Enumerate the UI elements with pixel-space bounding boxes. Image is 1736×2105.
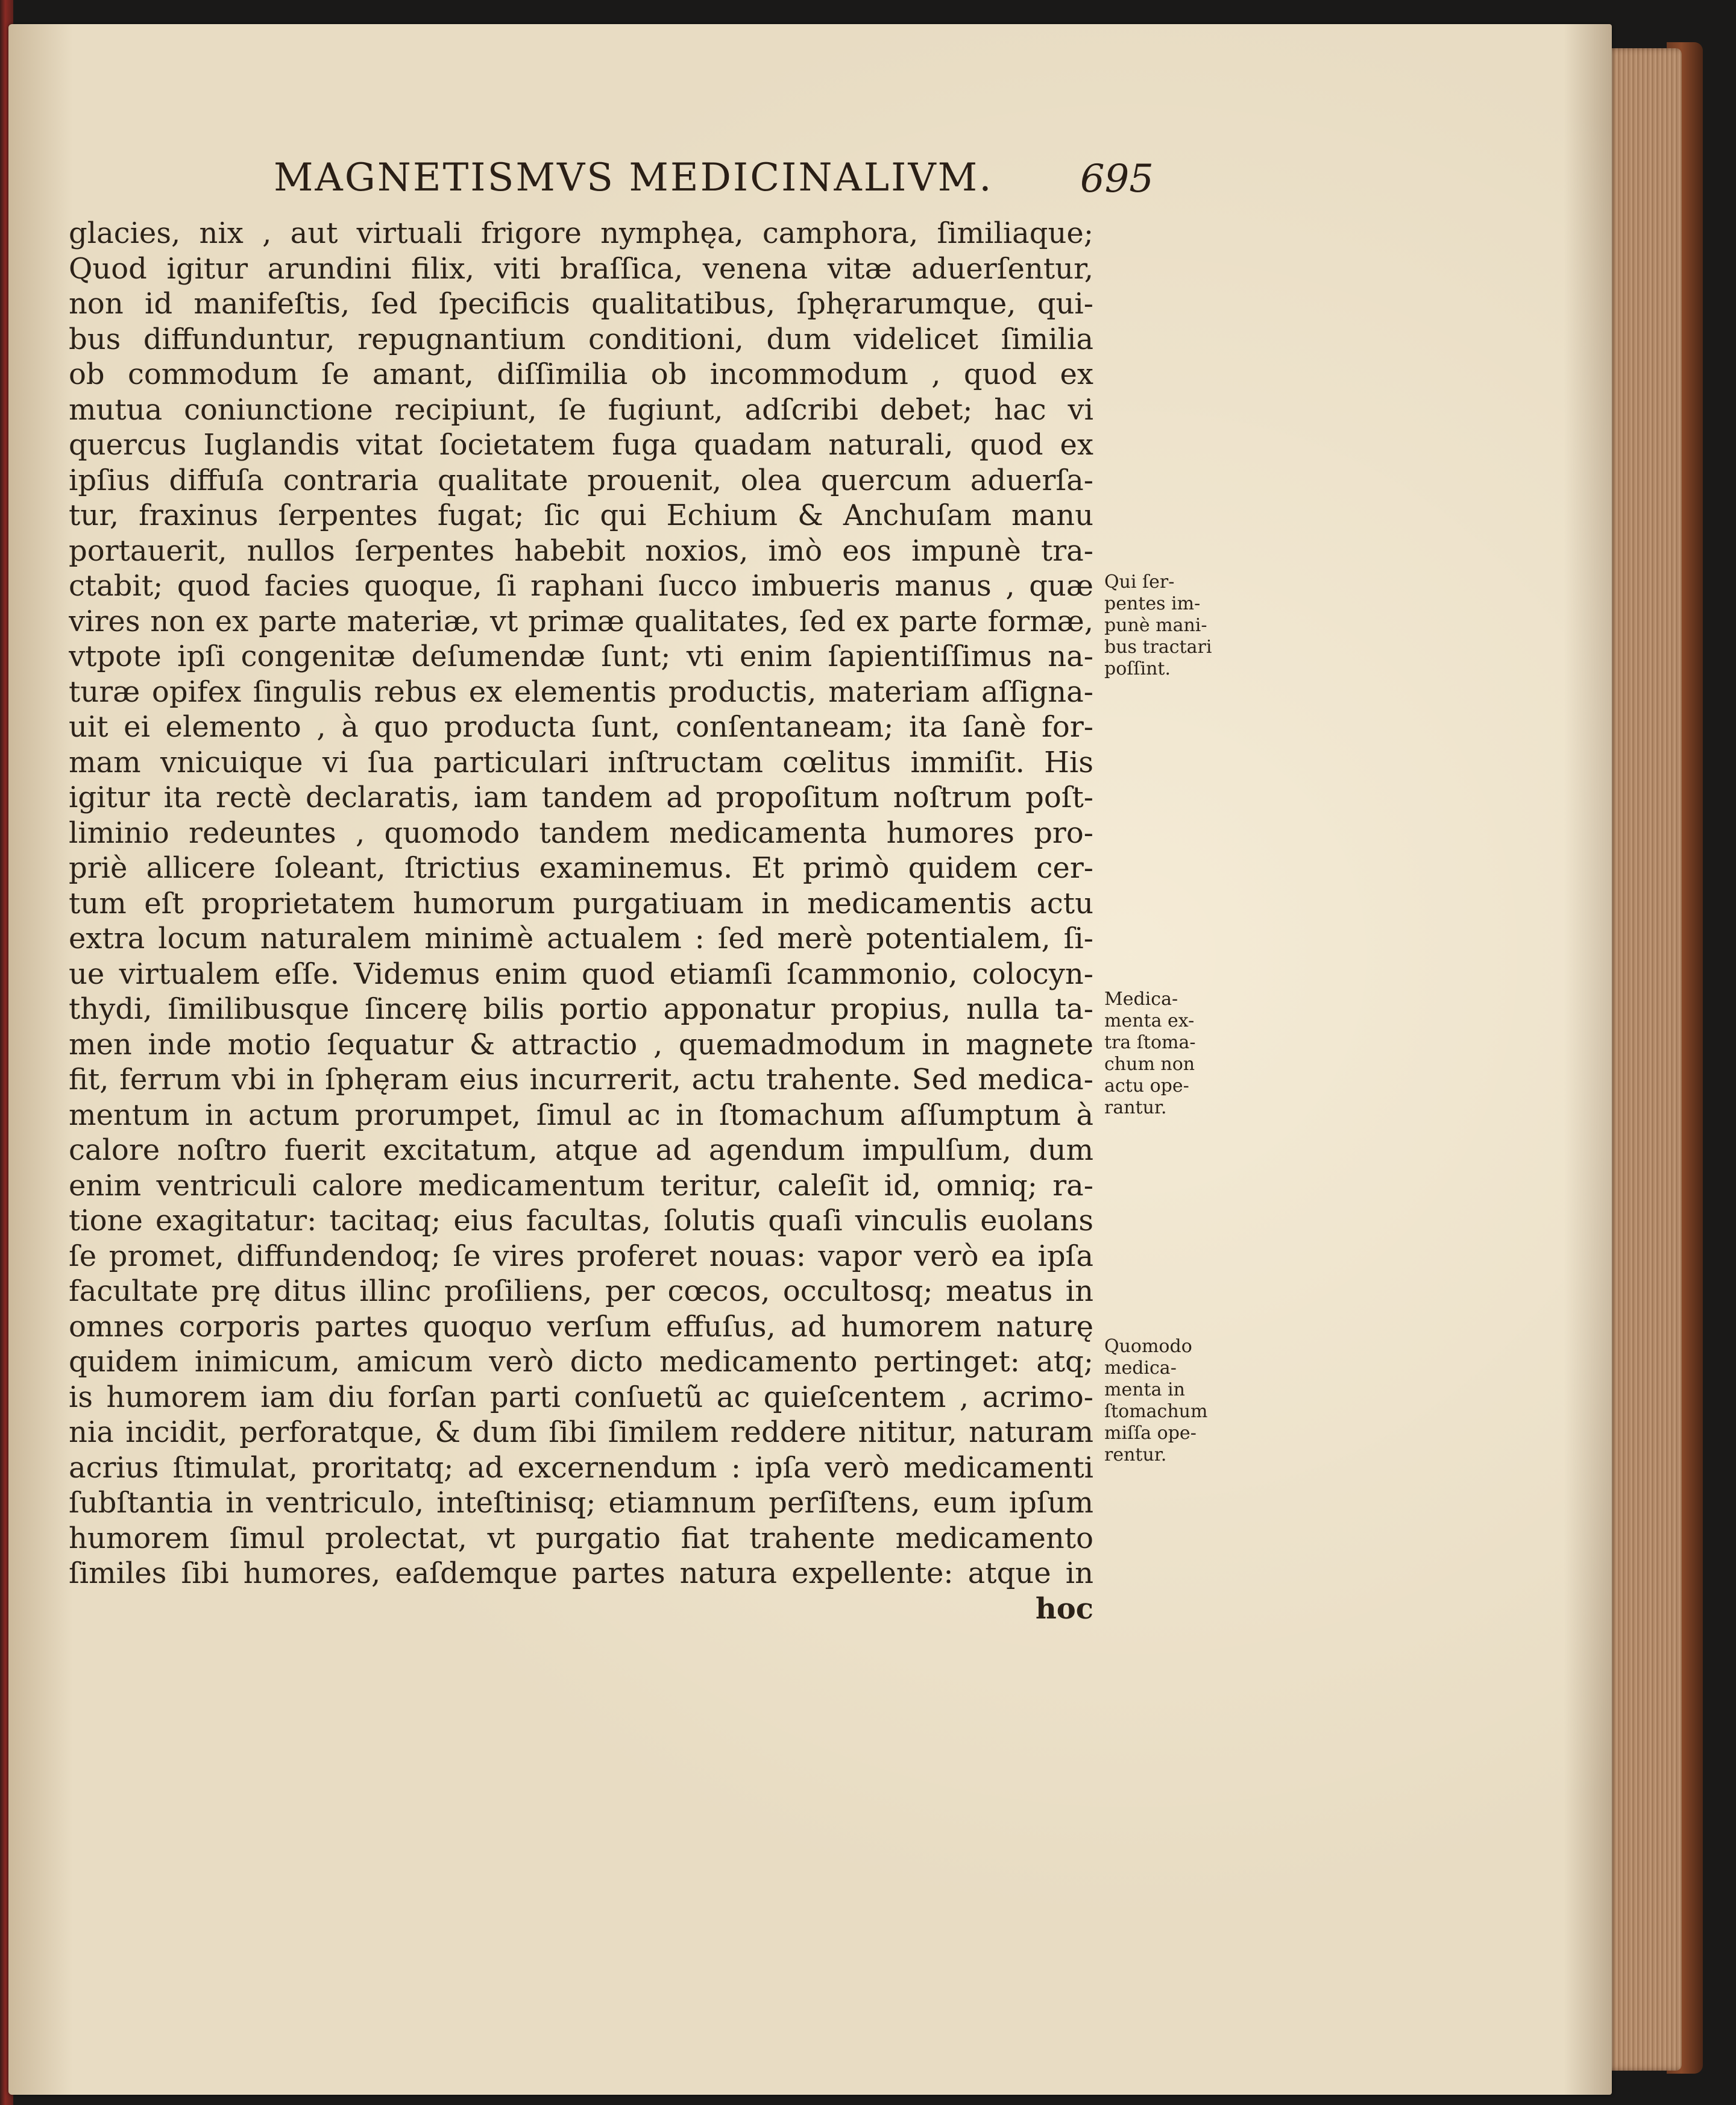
text-line: portauerit, nullos ſerpentes habebit noxios, imò eos impunè tra- <box>69 533 1093 568</box>
text-line: extra locum naturalem minimè actualem : ſed merè potentialem, ſi- <box>69 922 1093 955</box>
margin-note-line: tra ſtoma- <box>1104 1032 1196 1053</box>
text-line: tur, fraxinus ſerpentes fugat; ſic qui Echium & Anchuſam manu <box>69 499 1093 532</box>
text-line: mentum in actum prorumpet, ſimul ac in ſtomachum aſſumptum à <box>69 1098 1093 1132</box>
text-line: thydi, ſimilibusque ſincerę bilis portio apponatur propius, nulla ta- <box>69 992 1093 1026</box>
margin-note-line: Quomodo <box>1104 1336 1192 1357</box>
catchword: hoc <box>1035 1591 1093 1626</box>
text-line: ſubſtantia in ventriculo, inteſtinisq; etiamnum perſiſtens, eum ipſum <box>69 1486 1093 1520</box>
book-page <box>8 24 1612 2095</box>
text-line: ue virtualem eſſe. Videmus enim quod etiamſi ſcammonio, colocyn- <box>69 957 1093 991</box>
body-text <box>69 216 1093 1626</box>
margin-note-line: Medica- <box>1104 989 1178 1010</box>
page-number: 695 <box>1080 157 1154 201</box>
margin-note <box>1104 571 1231 680</box>
margin-note-line: menta in <box>1104 1379 1185 1400</box>
margin-note-line: actu ope- <box>1104 1075 1189 1097</box>
text-line: turæ opifex ſingulis rebus ex elementis productis, materiam aſſigna- <box>69 675 1093 709</box>
margin-note-line: pentes im- <box>1104 593 1201 614</box>
margin-note-line: rantur. <box>1104 1097 1167 1118</box>
text-line: quercus Iuglandis vitat ſocietatem fuga quadam naturali, quod ex <box>69 428 1093 462</box>
text-line: priè allicere ſoleant, ſtrictius examinemus. Et primò quidem cer- <box>69 851 1093 885</box>
text-line: ſimiles ſibi humores, eaſdemque partes natura expellente: atque in <box>69 1556 1093 1590</box>
margin-note <box>1104 1336 1231 1466</box>
text-line: non id manifeſtis, ſed ſpecificis qualitatibus, ſphęrarumque, qui- <box>69 287 1093 321</box>
text-line: ob commodum ſe amant, diſſimilia ob incommodum , quod ex <box>69 357 1093 391</box>
text-line: ſe promet, diffundendoq; ſe vires proferet nouas: vapor verò ea ipſa <box>69 1239 1093 1273</box>
page-header <box>274 156 1154 213</box>
text-line: nia incidit, perforatque, & dum ſibi ſimilem reddere nititur, naturam <box>69 1415 1093 1449</box>
text-line: fit, ferrum vbi in ſphęram eius incurrerit, actu trahente. Sed medica- <box>69 1063 1093 1097</box>
margin-note-line: Qui ſer- <box>1104 571 1175 593</box>
margin-note <box>1104 989 1231 1119</box>
margin-note-line: bus tractari <box>1104 637 1212 658</box>
margin-note-line: medica- <box>1104 1358 1177 1379</box>
text-line: facultate prę ditus illinc proſiliens, per cœcos, occultosq; meatus in <box>69 1274 1093 1308</box>
text-line: igitur ita rectè declaratis, iam tandem ad propoſitum noſtrum poſt- <box>69 781 1093 814</box>
text-line: vires non ex parte materiæ, vt primæ qualitates, ſed ex parte formæ, <box>69 604 1093 638</box>
text-line: omnes corporis partes quoquo verſum effuſus, ad humorem naturę <box>69 1309 1093 1344</box>
text-line: liminio redeuntes , quomodo tandem medicamenta humores pro- <box>69 816 1093 850</box>
text-line: bus diffunduntur, repugnantium conditioni, dum videlicet ſimilia <box>69 322 1093 356</box>
text-line: tione exagitatur: tacitaq; eius facultas, ſolutis quaſi vinculis euolans <box>69 1204 1093 1238</box>
text-line: glacies, nix , aut virtuali frigore nymphęa, camphora, ſimiliaque; <box>69 216 1093 250</box>
text-line: is humorem iam diu forſan parti conſuetũ ac quieſcentem , acrimo- <box>69 1380 1093 1414</box>
text-line: ipſius diffuſa contraria qualitate prouenit, olea quercum aduerſa- <box>69 463 1093 497</box>
text-line: tum eſt proprietatem humorum purgatiuam in medicamentis actu <box>69 886 1093 920</box>
text-line: enim ventriculi calore medicamentum teritur, caleſit id, omniq; ra- <box>69 1168 1093 1203</box>
text-line: mam vnicuique vi ſua particulari inſtructam cœlitus immiſit. His <box>69 745 1093 779</box>
text-line: men inde motio ſequatur & attractio , quemadmodum in magnete <box>69 1027 1093 1062</box>
text-line: uit ei elemento , à quo producta ſunt, conſentaneam; ita ſanè for- <box>69 710 1093 744</box>
margin-note-line: chum non <box>1104 1054 1195 1075</box>
text-line: calore noſtro fuerit excitatum, atque ad agendum impulſum, dum <box>69 1133 1093 1167</box>
margin-note-line: poſſint. <box>1104 658 1171 679</box>
text-line: acrius ſtimulat, proritatq; ad excernendum : ipſa verò medicamenti <box>69 1450 1093 1485</box>
margin-note-line: punè mani- <box>1104 615 1207 636</box>
margin-note-line: ſtomachum <box>1104 1401 1208 1422</box>
margin-note-line: menta ex- <box>1104 1010 1195 1031</box>
text-line: humorem ſimul prolectat, vt purgatio fiat trahente medicamento <box>69 1521 1093 1555</box>
text-line: quidem inimicum, amicum verò dicto medicamento pertinget: atq; <box>69 1345 1093 1379</box>
text-line: mutua coniunctione recipiunt, ſe fugiunt, adſcribi debet; hac vi <box>69 392 1093 427</box>
margin-note-line: miſſa ope- <box>1104 1423 1197 1444</box>
margin-note-line: rentur. <box>1104 1444 1167 1465</box>
text-line: ctabit; quod facies quoque, ſi raphani ſucco imbueris manus , quæ <box>69 569 1093 603</box>
text-line: vtpote ipſi congenitæ deſumendæ ſunt; vti enim ſapientiſſimus na- <box>69 640 1093 673</box>
text-line: Quod igitur arundini filix, viti braſſica, venena vitæ aduerſentur, <box>69 251 1093 286</box>
running-title: MAGNETISMVS MEDICINALIVM. <box>274 156 993 200</box>
